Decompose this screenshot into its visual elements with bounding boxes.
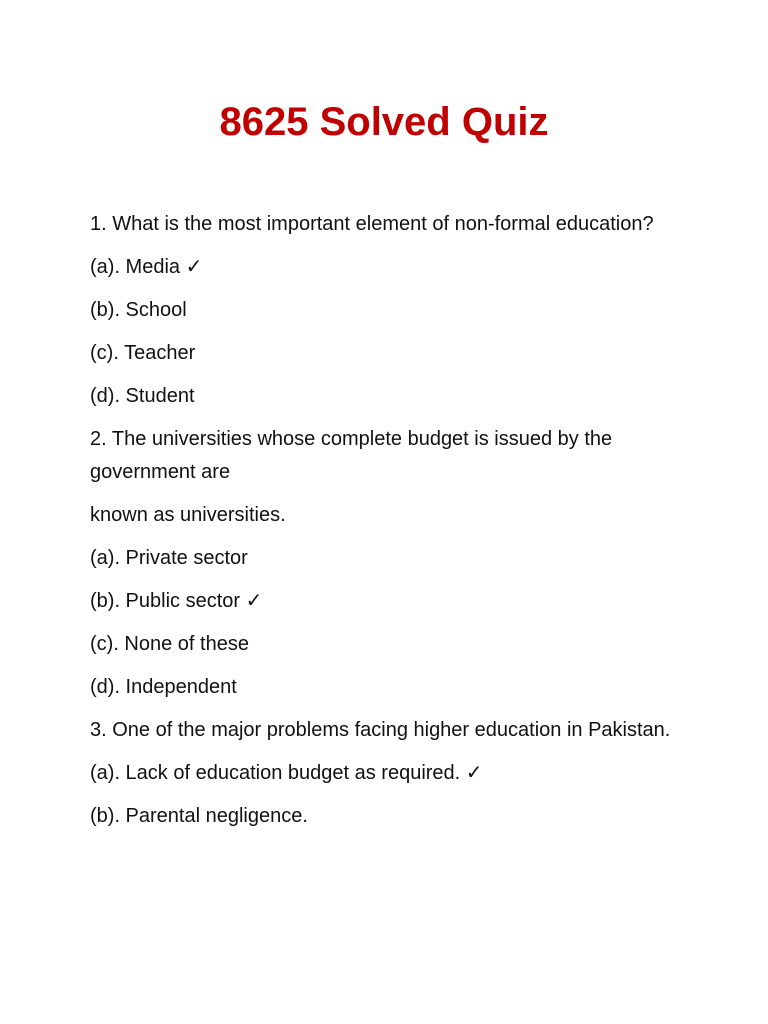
question-2: 2. The universities whose complete budget is issued by the government are	[90, 428, 613, 483]
q2-option-c: (c). None of these	[90, 633, 249, 655]
q2-option-d: (d). Independent	[90, 676, 237, 698]
q1-option-c: (c). Teacher	[90, 342, 196, 364]
q1-option-b: (b). School	[90, 299, 187, 321]
q1-option-a: (a). Media ✓	[90, 256, 203, 278]
quiz-content	[90, 208, 690, 843]
q3-option-b: (b). Parental negligence.	[90, 805, 308, 827]
page-title: 8625 Solved Quiz	[219, 100, 549, 144]
question-3: 3. One of the major problems facing higher education in Pakistan.	[90, 719, 671, 741]
q1-option-d: (d). Student	[90, 385, 195, 407]
question-1: 1. What is the most important element of non-formal education?	[90, 213, 654, 235]
question-2-continued: known as universities.	[90, 504, 286, 526]
q2-option-b: (b). Public sector ✓	[90, 590, 263, 612]
q2-option-a: (a). Private sector	[90, 547, 248, 569]
q3-option-a: (a). Lack of education budget as required. ✓	[90, 762, 483, 784]
